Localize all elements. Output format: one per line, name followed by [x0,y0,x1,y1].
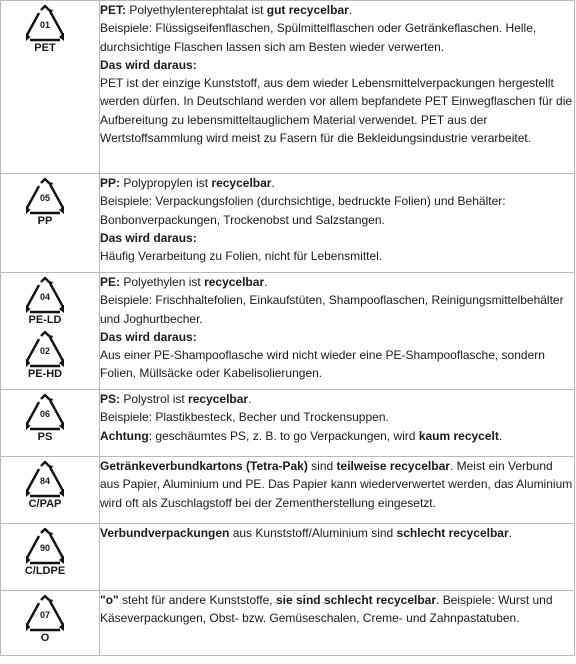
warning-tail: . [498,428,503,443]
examples-text: Beispiele: Verpackungsfolien (durchsichtige, bedruckte Folien) und Behälter: Bonbonverpackungen, Trockenobst und Salzstangen. [100,194,506,227]
resin-code: 07 [39,610,50,620]
recyclability-rating: gut recycelbar [266,3,349,17]
recycling-symbol [23,527,71,577]
intro-line [100,273,574,291]
intro-line [100,524,574,542]
resin-abbreviation: PE-HD [27,368,63,380]
intro-tail: . [508,526,512,540]
resin-abbreviation: O [40,632,50,644]
intro-tail: . [348,3,353,17]
intro-line [100,457,574,512]
symbol-cell [1,591,100,656]
resin-code: 90 [39,543,50,553]
intro-tail: . [264,275,268,289]
symbol-cell [1,174,100,273]
intro-line [100,591,574,628]
examples-text: Beispiele: Flüssigseifenflaschen, Spülmittelflaschen oder Getränkeflaschen. Helle, durchsichtige Flaschen lassen sich am Besten wieder verwerten. [100,21,537,54]
symbol-cell [1,457,100,524]
symbol-cell [1,1,100,174]
intro-text: Polystrol ist [120,392,189,406]
resin-abbreviation: C/LDPE [24,565,66,577]
resin-abbreviation: PET [34,42,56,54]
recycling-symbol [23,330,71,380]
recycling-symbol [23,4,71,54]
material-name: PP: [100,176,121,190]
description-cell [100,1,575,174]
material-name: PET: [100,3,127,17]
resin-code: 01 [39,20,50,30]
resin-abbreviation: PP [37,215,53,227]
recyclability-rating: recycelbar [211,176,272,190]
table-row-cldpe [1,524,575,591]
intro-line [100,1,574,19]
result-heading: Das wird daraus: [100,329,197,344]
intro-text: Polyethylenterephtalat ist [126,3,267,17]
warning-rating: kaum recycelt [418,428,499,443]
material-name: Getränkeverbundkartons (Tetra-Pak) [100,459,308,473]
material-name: Verbundverpackungen [100,526,230,540]
resin-abbreviation: C/PAP [28,498,62,510]
result-heading: Das wird daraus: [100,57,197,72]
result-text: PET ist der einzige Kunststoff, aus dem wieder Lebensmittelverpackungen hergestellt werden dürfen. In Deutschland werden vor allem bepfandete PET Einwegflaschen für die Aufbereitung zu lebensmitteltauglichem Material verwendet. PET aus der Wertstoffsammlung wird meist zu Fasern für die Bekleidungsindustrie verarbeitet. [100,76,573,146]
recyclability-rating: recycelbar [188,392,249,406]
recycling-symbol [23,276,71,326]
symbol-cell [1,273,100,390]
intro-line [100,390,574,408]
table-row-cpap [1,457,575,524]
description-cell [100,457,575,524]
intro-tail: . [248,392,252,406]
recyclability-rating: teilweise recycelbar [336,459,450,473]
description-cell [100,390,575,457]
warning-line [100,427,574,445]
resin-abbreviation: PE-LD [28,314,62,326]
table-row-pe [1,273,575,390]
table-row-pp [1,174,575,273]
material-name: "o" [100,593,119,607]
material-name: PE: [100,275,121,289]
table-row-other [1,591,575,656]
symbol-cell [1,524,100,591]
examples-text: Beispiele: Plastikbesteck, Becher und Trockensuppen. [100,410,389,425]
description-cell [100,174,575,273]
resin-code: 84 [39,476,50,486]
recyclability-rating: sie sind schlecht recycelbar [275,593,437,607]
result-text: Aus einer PE-Shampooflasche wird nicht wieder eine PE-Shampooflasche, sondern Folien, Müllsäcke oder Kabelisolierungen. [100,348,545,381]
description-cell [100,524,575,591]
intro-text: Polypropylen ist [120,176,212,190]
resin-code: 05 [39,193,50,203]
intro-tail: . Beispiele: Wurst und Käseverpackungen, Obst- bzw. Gemüseschalen, Creme- und Zahnpastatuben. [100,593,553,626]
intro-text: Polyethylen ist [120,275,205,289]
resin-code: 06 [39,409,50,419]
recycling-symbol [23,594,71,644]
result-heading: Das wird daraus: [100,230,197,245]
table-row-pet [1,1,575,174]
material-name: PS: [100,392,121,406]
description-cell [100,591,575,656]
table-body [1,1,575,656]
intro-text: steht für andere Kunststoffe, [118,593,276,607]
resin-code: 02 [39,346,50,356]
recyclability-rating: recycelbar [204,275,265,289]
recycling-symbol [23,460,71,510]
table-row-ps [1,390,575,457]
resin-code: 04 [39,292,50,302]
recycling-symbol [23,393,71,443]
intro-tail: . Meist ein Verbund aus Papier, Aluminium und PE. Das Papier kann wiederverwertet werden, das Aluminium wird oft als Zuschlagstoff bei der Zementherstellung eingesetzt. [100,459,573,510]
warning-label: Achtung [100,428,149,443]
recyclability-rating: schlecht recycelbar [396,526,509,540]
resin-abbreviation: PS [37,431,53,443]
intro-text: sind [307,459,337,473]
examples-text: Beispiele: Frischhaltefolien, Einkaufstüten, Shampooflaschen, Reinigungsmittelbehälter und Joghurtbecher. [100,293,564,326]
recycling-symbol [23,177,71,227]
result-text: Häufig Verarbeitung zu Folien, nicht für Lebensmittel. [100,249,383,264]
warning-text: : geschäumtes PS, z. B. to go Verpackungen, wird [148,428,419,443]
symbol-cell [1,390,100,457]
intro-tail: . [271,176,275,190]
intro-line [100,174,574,192]
description-cell [100,273,575,390]
intro-text: aus Kunststoff/Aluminium sind [229,526,397,540]
